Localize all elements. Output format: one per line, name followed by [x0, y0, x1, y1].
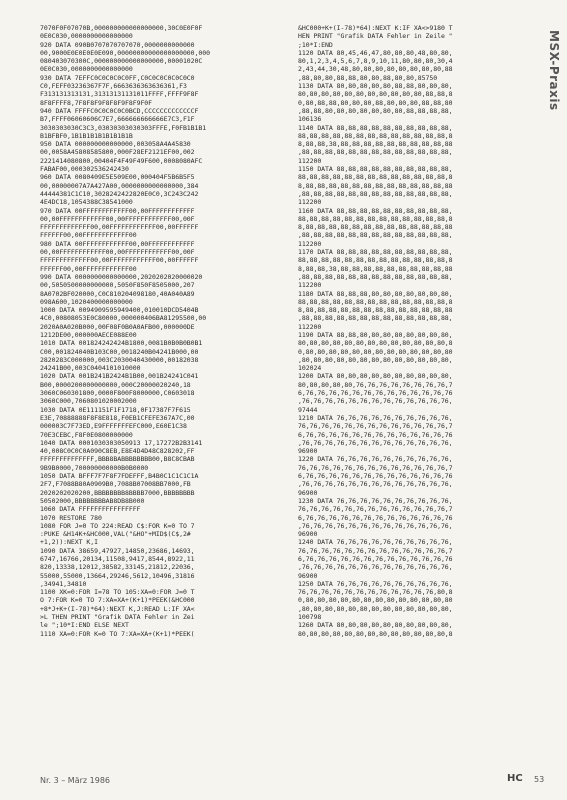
code-line: 1020 DATA 001B241B2424B1B00,001B24241C041 [40, 372, 199, 381]
code-line: FFFFFFFFFFFFF00,00FFFFFFFFFFFF00,00FFFFFF [40, 223, 199, 232]
code-line: 112200 [298, 156, 322, 165]
code-line: 1060 DATA FFFFFFFFFFFFFFFF [40, 505, 141, 514]
code-line: ,80,80,80,80,80,80,80,80,80,80,80,80,80, [298, 355, 453, 364]
code-line: 112200 [298, 239, 322, 248]
code-line: 1030 DATA 0E111151F1F1718,0F17387F7F615 [40, 405, 191, 414]
code-line: 76,76,76,76,76,76,76,76,76,76,76,76,76,7 [298, 546, 453, 555]
code-line: 80,1,2,3,4,5,6,7,8,9,10,11,80,80,80,30,4 [298, 57, 453, 66]
code-line: 980 DATA 00FFFFFFFFFFFF00,00FFFFFFFFFFFF [40, 239, 195, 248]
code-line: 8,88,88,88,88,88,88,88,88,88,88,88,88,88 [298, 306, 453, 315]
code-line: HEN PRINT "Grafik DATA Fehler in Zeile " [298, 32, 453, 41]
code-line: 3060C060301800,0000F800F8000000,C0603018 [40, 389, 195, 398]
code-line: FFFFFF00,00FFFFFFFFFFFF00 [40, 264, 137, 273]
code-line: ,34941,34810 [40, 579, 87, 588]
code-line: B1BFBF0,1B1B1B1B1B1B1B1B [40, 131, 133, 140]
code-line: 1040 DATA 0001030303050913 17,17272B2B3141 [40, 438, 203, 447]
code-line: 6,76,76,76,76,76,76,76,76,76,76,76,76,76 [298, 389, 453, 398]
code-line: 1130 DATA 80,80,80,80,80,88,88,80,80,80, [298, 82, 453, 91]
listing-column-left [40, 24, 288, 638]
code-line: 1180 DATA 88,88,88,80,80,80,80,80,80,80, [298, 289, 453, 298]
code-line: C00,001824040B103C00,0018240B04241B000,00 [40, 347, 199, 356]
code-line: 96900 [298, 571, 318, 580]
code-line: 940 DATA FFFFC0C0C0C0C0BCD,CCCCCCCCCCCCCF [40, 106, 199, 115]
code-line: 950 DATA 000000000000000,003058A4A45830 [40, 140, 191, 149]
code-line: 3060C000,7060801020002000 [40, 397, 137, 406]
code-line: ,80,80,80,80,80,80,80,80,80,80,80,80,80, [298, 604, 453, 613]
code-line: B00,0000200000000000,000C20000020240,18 [40, 380, 191, 389]
code-line: 80,80,80,80,80,80,80,80,80,80,80,80,80,8 [298, 629, 453, 638]
code-line: 1010 DATA 001824242424B1800,0081B0B0B0B0B1 [40, 339, 203, 348]
code-line: 80,80,80,80,80,76,76,76,76,76,76,76,76,7 [298, 380, 453, 389]
code-line: 70E3CEBC,F8F0E0800000000 [40, 430, 133, 439]
code-line: 24241B00,003C0404101010000 [40, 364, 141, 373]
code-line: +8*J+K+(I-78)*64):NEXT K,J:READ L:IF XA< [40, 604, 195, 613]
code-line: ,76,76,76,76,76,76,76,76,76,76,76,76,76, [298, 563, 453, 572]
code-line: 76,76,76,76,76,76,76,76,76,76,76,76,76,7 [298, 505, 453, 514]
code-line: ,88,88,88,88,88,88,88,88,88,88,88,88,88, [298, 189, 453, 198]
code-line: 1250 DATA 76,76,76,76,76,76,76,76,76,76, [298, 579, 453, 588]
code-line: 970 DATA 00FFFFFFFFFFFF00,00FFFFFFFFFFFF [40, 206, 195, 215]
code-line: 80,80,80,80,80,80,80,80,80,80,80,80,80,8 [298, 339, 453, 348]
code-line: 1230 DATA 76,76,76,76,76,76,76,76,76,76, [298, 496, 453, 505]
code-line: 0,80,80,80,80,80,80,80,80,80,80,80,80,80 [298, 596, 453, 605]
code-line: 96900 [298, 447, 318, 456]
code-line: 080403070300C,000000000000000000,00001020C [40, 57, 203, 66]
code-line: 55000,55000,13664,29246,5612,10496,31816 [40, 571, 195, 580]
code-line: 960 DATA 0080409E5E509E00,000404F5B6B5F5 [40, 173, 195, 182]
code-line: 1150 DATA 88,88,88,88,88,88,88,88,88,88, [298, 165, 453, 174]
code-line: ,76,76,76,76,76,76,76,76,76,76,76,76,76, [298, 438, 453, 447]
code-line: 0,80,88,88,80,80,80,88,80,80,80,88,88,80 [298, 98, 453, 107]
code-line: 8,88,88,38,88,88,88,88,88,88,88,88,88,88 [298, 264, 453, 273]
code-line: 40,008C0C0C0A090C8EB,E8E4D4D48C828202,FF [40, 447, 195, 456]
code-line: 1120 DATA 80,45,46,47,80,80,80,48,80,80, [298, 48, 453, 57]
code-line: ,88,88,80,80,80,80,80,80,80,88,88,88,88, [298, 106, 453, 115]
code-line: 8F8FFFF8,7F8F8F9F8F8F9F8F9F0F [40, 98, 153, 107]
code-line: FFFFFFFFFFFFFF,BBB8BABBBBBBBB00,B8C8CBAB [40, 455, 195, 464]
code-line: 0E0C030,0000000000000000 [40, 32, 133, 41]
code-line: O 7:FOR K=0 TO 7:XA=XA+(K+1)*PEEK(&HC000 [40, 596, 195, 605]
code-line: 2,43,44,30,48,80,80,80,80,80,80,80,80,88 [298, 65, 453, 74]
code-line: ,88,88,88,88,88,88,88,88,88,88,88,88,88, [298, 272, 453, 281]
code-line: 1240 DATA 76,76,76,76,76,76,76,76,76,76, [298, 538, 453, 547]
code-line: F313131313131,31313131131011FFFF,FFFF9F8F [40, 90, 199, 99]
code-line: ;10*I:END [298, 40, 333, 49]
code-line: FFFFFF00,00FFFFFFFFFFFF00 [40, 231, 137, 240]
code-line: 8,88,88,38,88,88,88,88,88,88,88,88,88,88 [298, 140, 453, 149]
code-line: 00,5050500000000000,5050F850F8505000,207 [40, 281, 195, 290]
code-line: 000003C7F73ED,E9FFFFFFFEFC000,E60E1C38 [40, 422, 187, 431]
code-line: 106136 [298, 115, 322, 124]
magazine-logo: HC [507, 773, 523, 784]
code-line: 6,76,76,76,76,76,76,76,76,76,76,76,76,76 [298, 472, 453, 481]
code-line: 112200 [298, 322, 322, 331]
code-line: 9B9B0000,700000000000B0B0000 [40, 463, 149, 472]
code-line: 112200 [298, 198, 322, 207]
code-line: 1140 DATA 88,88,88,88,88,88,88,88,88,88, [298, 123, 453, 132]
code-line: ,88,88,88,88,88,88,88,88,88,88,88,88,88, [298, 148, 453, 157]
section-label: MSX-Praxis [547, 30, 561, 111]
code-line: 76,76,76,76,76,76,76,76,76,76,76,76,76,7 [298, 463, 453, 472]
issue-label: Nr. 3 – März 1986 [40, 776, 110, 785]
code-line: :PUKE &H14K+&HC000,VAL("&HO"+MID$(C$,2# [40, 530, 191, 539]
code-line: E3E,70888888F8F8E818,F0EB1CFEFE367A7C,00 [40, 413, 195, 422]
code-line: 1200 DATA 80,80,80,80,80,80,80,80,80,80, [298, 372, 453, 381]
code-line: 00,00FFFFFFFFFFFF00,00FFFFFFFFFFFF00,00F [40, 214, 195, 223]
code-line: 1160 DATA 88,88,88,88,88,88,88,88,88,88, [298, 206, 453, 215]
code-line: 8A0702BF020000,C0C810204098180,40A040A89 [40, 289, 195, 298]
code-line: 00,9000E0E0E0E0E090,00000000000000000000,000 [40, 48, 210, 57]
code-line: 88,88,88,88,88,88,88,88,88,88,88,88,88,8 [298, 173, 453, 182]
code-line: 44444381C1C10,3028242422820E0C0,3C243C242 [40, 189, 199, 198]
code-line: 4C0,00808053E0C80000,000000406BA81295500,00 [40, 314, 207, 323]
code-line: C0,FEFF03236367F7F,6663636363636361,F3 [40, 82, 187, 91]
code-line: 00,00FFFFFFFFFFFF00,00FFFFFFFFFFFF00,00F [40, 248, 195, 257]
code-line: 1170 DATA 88,88,88,88,88,88,88,88,88,88, [298, 248, 453, 257]
code-line: 1100 XK=0:FOR I=78 TO 105:XA=0:FOR J=0 T [40, 588, 195, 597]
code-line: 112200 [298, 281, 322, 290]
code-line: 88,88,88,88,88,88,88,88,88,88,88,88,88,8 [298, 297, 453, 306]
code-line: FABAF00,000302536242430 [40, 165, 129, 174]
code-line: 920 DATA 090B0707070707070,0000000000000 [40, 40, 195, 49]
code-line: 2020A0A020B000,00F08F0B0A0AFB00,000000DE [40, 322, 195, 331]
code-line: 930 DATA 7EFFC0C0C0C0C0FF,C0C0C0C0C0C0C0 [40, 73, 195, 82]
listing-column-right [298, 24, 546, 638]
code-line: 990 DATA 0000000000000000,2020202020000020 [40, 272, 203, 281]
code-line: 7070F0F07070B,000000000000000000,30C0E0F0F [40, 24, 203, 32]
code-line: 1110 XA=0:FOR K=0 TO 7:XA=XA+(K+1)*PEEK( [40, 629, 195, 638]
code-line: ,88,80,80,88,88,80,80,88,80,80,85750 [298, 73, 438, 82]
code-line: 50502000,BBBBBBBBAB8DB8B000 [40, 496, 145, 505]
code-line: 098A600,1020400000000000 [40, 297, 133, 306]
code-line: &HC000+K+(I-78)*64):NEXT K:IF XA<>9180 T [298, 24, 453, 32]
code-line: 2020202020200,BBBBBBBB8BBBB7000,BBBBBBBB [40, 488, 195, 497]
code-line: 6747,16766,20134,11508,9417,8544,8922,11 [40, 555, 195, 563]
code-line: 76,76,76,76,76,76,76,76,76,76,76,76,76,7 [298, 422, 453, 431]
code-line: 3030303030C3C3,03030303030303FFFE,F0FB1B1B1 [40, 123, 207, 132]
code-line: >L THEN PRINT "Grafik DATA Fehler in Zei [40, 613, 195, 622]
code-line: 4E4DC18,1054388C38541000 [40, 198, 133, 207]
code-line: 1210 DATA 76,76,76,76,76,76,76,76,76,76, [298, 413, 453, 422]
code-line: ,76,76,76,76,76,76,76,76,76,76,76,76,76, [298, 397, 453, 406]
code-line: ,76,76,76,76,76,76,76,76,76,76,76,76,76, [298, 521, 453, 530]
code-line: B7,FFFF06060606C7E7,666666666666E7C3,F1F [40, 115, 195, 124]
code-line: 1000 DATA 0094909595949400,010010DCD5404B [40, 306, 199, 315]
code-line: 1050 DATA BFFF7F7F8F7FDEFFF,B4B0C1C1C1C1A [40, 472, 199, 481]
code-line: 2221414080800,00404F4F49F49F600,0008080AFC [40, 156, 203, 165]
code-line: 6,76,76,76,76,76,76,76,76,76,76,76,76,76 [298, 430, 453, 439]
code-line: 6,76,76,76,76,76,76,76,76,76,76,76,76,76 [298, 555, 453, 563]
code-line: 80,80,80,80,80,80,80,80,80,80,80,88,88,8 [298, 90, 453, 99]
code-line: 2820283C000000,003C2030040430000,00182038 [40, 355, 199, 364]
code-line: 1080 FOR J=0 TO 224:READ C$:FOR K=0 TO 7 [40, 521, 195, 530]
code-line: 0E0C030,0000000000000000 [40, 65, 133, 74]
code-line: le ";10*I:END ELSE NEXT [40, 621, 129, 630]
code-line: 1212DE00,000000AECE088E00 [40, 330, 137, 339]
code-line: +1,2)):NEXT K,I [40, 538, 98, 547]
code-line: FFFFFFFFFFFFF00,00FFFFFFFFFFFF00,00FFFFFF [40, 256, 199, 265]
code-line: 0,80,80,80,80,80,80,80,80,80,80,80,80,80 [298, 347, 453, 356]
code-line: 96900 [298, 530, 318, 539]
code-line: 1090 DATA 38659,47927,14850,23686,14693, [40, 546, 195, 555]
code-line: 00,0058A45808585800,000F28EF2121EF00,002 [40, 148, 195, 157]
code-line: 8,88,88,88,88,88,88,88,88,88,88,88,88,88 [298, 181, 453, 190]
code-line: 6,76,76,76,76,76,76,76,76,76,76,76,76,76 [298, 513, 453, 522]
code-line: 88,88,88,88,88,88,88,88,88,88,88,88,88,8 [298, 131, 453, 140]
code-line: 8,88,88,88,88,88,88,88,88,88,88,88,88,88 [298, 223, 453, 232]
code-line: 1260 DATA 80,80,80,80,80,80,80,80,80,80, [298, 621, 453, 630]
code-line: 102024 [298, 364, 322, 373]
code-line: 2F7,F7088B80A0909B0,7088B07008BB7000,FB [40, 480, 191, 489]
page-number: 53 [534, 775, 545, 784]
code-line: 96900 [298, 488, 318, 497]
code-line: 00,00000007A7A427A00,0000000000000000,384 [40, 181, 199, 190]
code-line: ,88,88,88,88,88,88,88,88,88,88,88,88,88, [298, 231, 453, 240]
code-line: 100798 [298, 613, 322, 622]
code-line: ,76,76,76,76,76,76,76,76,76,76,76,76,76, [298, 480, 453, 489]
code-line: 1190 DATA 88,88,80,80,80,80,80,80,80,80, [298, 330, 453, 339]
code-line: 88,88,88,88,88,88,88,88,88,88,88,88,88,8 [298, 214, 453, 223]
code-line: 76,76,76,76,76,76,76,76,76,76,76,76,80,8 [298, 588, 453, 597]
code-line: 97444 [298, 405, 318, 414]
code-line: 1070 RESTORE 780 [40, 513, 102, 522]
code-line: ,88,88,88,88,88,88,88,88,88,88,88,88,88, [298, 314, 453, 323]
code-line: 820,13338,12012,38582,33145,21812,22036, [40, 563, 195, 572]
code-line: 1220 DATA 76,76,76,76,76,76,76,76,76,76, [298, 455, 453, 464]
code-line: 88,88,88,88,88,88,88,88,88,88,88,88,88,8 [298, 256, 453, 265]
